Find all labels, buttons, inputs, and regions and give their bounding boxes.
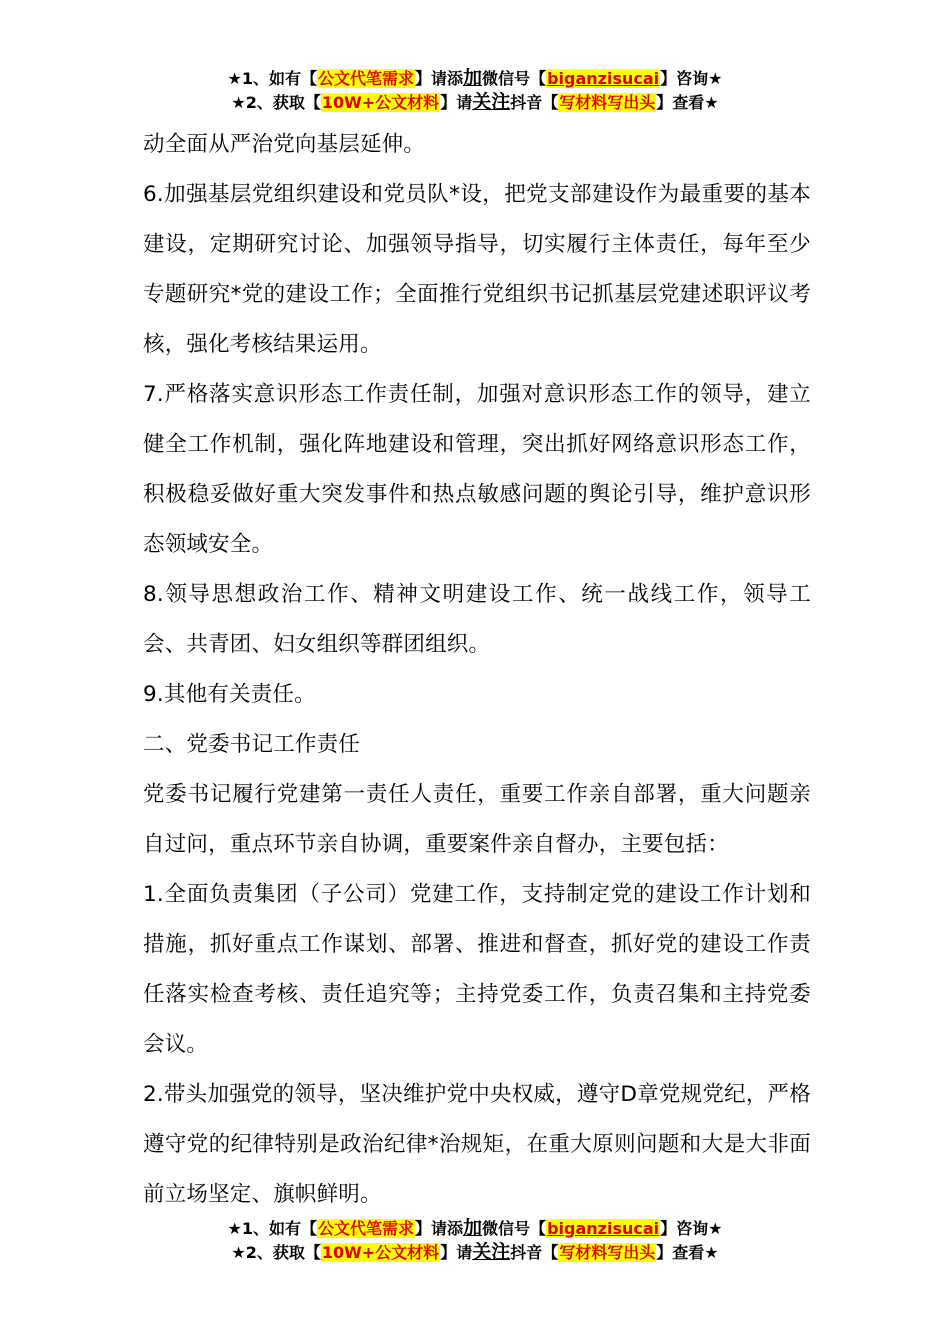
banner-line-2: ★2、获取【10W+公文材料】请关注抖音【写材料写出头】查看★ <box>231 91 719 113</box>
paragraph: 2.带头加强党的领导，坚决维护党中央权威，遵守D章党规党纪，严格遵守党的纪律特别是政治纪律*治规矩，在重大原则问题和大是大非面前立场坚定、旗帜鲜明。 <box>143 1082 811 1207</box>
header-banner <box>0 66 950 114</box>
banner-highlight-service: 公文代笔需求 <box>318 69 415 88</box>
paragraph: 8.领导思想政治工作、精神文明建设工作、统一战线工作，领导工会、共青团、妇女组织等群团组织。 <box>143 582 811 657</box>
banner-highlight-materials: 10W+公文材料 <box>321 1243 440 1262</box>
banner-line-1: ★1、如有【公文代笔需求】请添加微信号【biganzisucai】咨询★ <box>227 67 723 89</box>
banner-wechat-id: biganzisucai <box>547 69 660 88</box>
footer-banner <box>0 1216 950 1264</box>
banner-line-1: ★1、如有【公文代笔需求】请添加微信号【biganzisucai】咨询★ <box>227 1217 723 1239</box>
banner-douyin-account: 写材料写出头 <box>559 93 656 112</box>
banner-highlight-materials: 10W+公文材料 <box>321 93 440 112</box>
banner-line-2: ★2、获取【10W+公文材料】请关注抖音【写材料写出头】查看★ <box>231 1241 719 1263</box>
paragraph: 7.严格落实意识形态工作责任制，加强对意识形态工作的领导，建立健全工作机制，强化阵地建设和管理，突出抓好网络意识形态工作，积极稳妥做好重大突发事件和热点敏感问题的舆论引导，维护意识形态领域安全。 <box>143 382 811 557</box>
paragraph: 6.加强基层党组织建设和党员队*设，把党支部建设作为最重要的基本建设，定期研究讨论、加强领导指导，切实履行主体责任，每年至少专题研究*党的建设工作；全面推行党组织书记抓基层党建述职评议考核，强化考核结果运用。 <box>143 182 811 357</box>
section-heading: 二、党委书记工作责任 <box>143 732 361 757</box>
banner-wechat-id: biganzisucai <box>547 1219 660 1238</box>
document-body <box>143 120 811 1220</box>
paragraph: 党委书记履行党建第一责任人责任，重要工作亲自部署，重大问题亲自过问，重点环节亲自协调，重要案件亲自督办，主要包括： <box>143 782 811 857</box>
paragraph: 9.其他有关责任。 <box>143 682 316 707</box>
banner-highlight-service: 公文代笔需求 <box>318 1219 415 1238</box>
paragraph: 动全面从严治党向基层延伸。 <box>143 132 426 157</box>
paragraph: 1.全面负责集团（子公司）党建工作，支持制定党的建设工作计划和措施，抓好重点工作谋划、部署、推进和督查，抓好党的建设工作责任落实检查考核、责任追究等；主持党委工作，负责召集和主持党委会议。 <box>143 882 811 1057</box>
banner-douyin-account: 写材料写出头 <box>559 1243 656 1262</box>
